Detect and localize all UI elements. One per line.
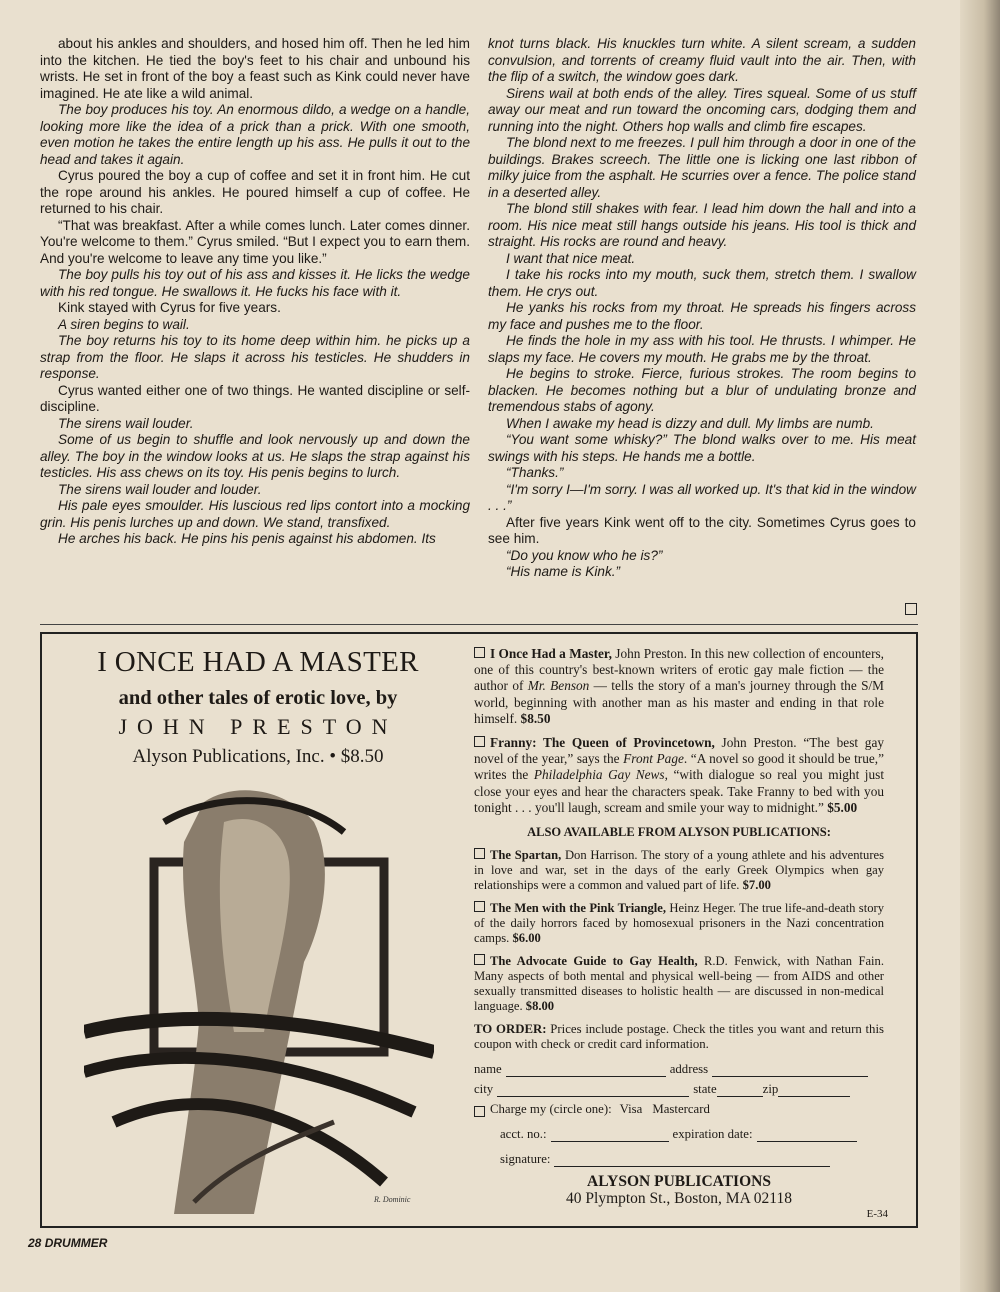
book-title: The Men with the Pink Triangle,: [490, 901, 667, 916]
also-available-heading: ALSO AVAILABLE FROM ALYSON PUBLICATIONS:: [527, 825, 831, 840]
checkbox-advocate-guide[interactable]: [474, 954, 485, 965]
address-field[interactable]: [712, 1064, 868, 1077]
book-reference: Philadelphia Gay News: [533, 767, 665, 783]
article-paragraph: “Do you know who he is?”: [506, 547, 663, 563]
article-paragraph: “You want some whisky?” The blond walks over to me. His meat swings with his steps. He hands me a bottle.: [488, 432, 916, 464]
expiration-field[interactable]: [757, 1129, 857, 1142]
article-paragraph: The boy returns his toy to its home deep within him. he picks up a strap from the floor. He slaps it across his testicles. He shudders in response.: [40, 333, 470, 381]
ad-publisher-price: Alyson Publications, Inc. • $8.50: [132, 746, 384, 767]
book-price: $5.00: [827, 799, 858, 815]
page-number: 28: [28, 1236, 42, 1250]
book-description: , “with dialogue so real you might just close your eyes and hear the characters speak. Take Franny to bed with you tonight . . . you'll laugh, scream and smile your way to midnight.”: [474, 767, 885, 815]
book-description: Don Harrison. The story of a young athlete and his adventures in love and war, set in the days of the early Greek Olympics when gay relationships were a common and valued part of life.: [474, 848, 884, 893]
article-paragraph: “That was breakfast. After a while comes lunch. Later comes dinner. You're welcome to them.” Cyrus smiled. “But I expect you to earn them. And you're welcome to leave any time you like.”: [40, 217, 470, 266]
book-advertisement: [40, 632, 918, 1228]
publisher-name: ALYSON PUBLICATIONS: [587, 1173, 771, 1191]
article-paragraph: knot turns black. His knuckles turn white. A silent scream, a sudden convulsion, and torrents of creamy fluid vault into the air. Then, with the flip of a switch, the window goes dark.: [488, 36, 916, 84]
book-description: . “A novel so good it should be true,” writes the: [474, 751, 884, 783]
article-left-column: [40, 36, 470, 548]
expiration-label: expiration date:: [672, 1127, 753, 1142]
article-paragraph: Some of us begin to shuffle and look nervously up and down the alley. The boy in the window looks at us. He slaps the strap against his testicles. His ass chews on its toy. His penis begins to lurch.: [40, 432, 470, 480]
book-title: The Advocate Guide to Gay Health,: [490, 954, 698, 969]
page-gutter-shadow: [960, 0, 1000, 1292]
book-reference: Front Page: [623, 751, 684, 767]
article-right-column: [488, 36, 916, 581]
book-description: John Preston. In this new collection of encounters, one of this country's best-known writers of erotic gay male fiction — the author of: [474, 646, 884, 694]
article-paragraph: Cyrus poured the boy a cup of coffee and set it in front him. He cut the rope around his ankles. He poured himself a cup of coffee. He returned to his chair.: [40, 168, 470, 216]
visa-option[interactable]: Visa: [619, 1102, 643, 1117]
checkbox-franny[interactable]: [474, 736, 485, 747]
book-price: $7.00: [742, 878, 771, 893]
article-paragraph: He begins to stroke. Fierce, furious strokes. The room begins to blacken. He becomes nothing but a blur of undulating bronze and tremendous stabs of agony.: [488, 366, 916, 414]
checkbox-i-once-had-a-master[interactable]: [474, 647, 485, 658]
book-entry-gay-health: [474, 954, 884, 1014]
name-label: name: [474, 1062, 502, 1077]
article-paragraph: The sirens wail louder and louder.: [58, 481, 262, 497]
illustration-bound-man: [84, 782, 434, 1214]
book-description: — tells the story of a man's journey through the S/M world, beginning with another man as his master and ending in that role himself.: [474, 678, 884, 726]
address-label: address: [669, 1062, 709, 1077]
book-price: $8.00: [525, 999, 555, 1014]
article-paragraph: I take his rocks into my mouth, suck them, stretch them. I swallow them. He crys out.: [488, 267, 916, 299]
order-text: Prices include postage. Check the titles you want and return this coupon with check or credit card information.: [474, 1022, 884, 1052]
divider-rule: [40, 624, 918, 625]
article-paragraph: The boy produces his toy. An enormous dildo, a wedge on a handle, looking more like the idea of a prick than a prick. With one smooth, even motion he takes the entire length up his ass. He pulls it out to the head and takes it again.: [40, 102, 470, 167]
page-footer: [28, 1236, 107, 1250]
ad-headline-panel: [56, 642, 460, 1218]
article-paragraph: After five years Kink went off to the city. Sometimes Cyrus goes to see him.: [488, 514, 916, 546]
book-reference: Mr. Benson: [527, 678, 590, 694]
book-price: $8.50: [520, 710, 551, 726]
book-description: Heinz Heger. The true life-and-death story of the daily horrors faced by homosexual prisoners in the Nazi concentration camps.: [474, 901, 884, 946]
account-number-label: acct. no.:: [500, 1127, 547, 1142]
order-instructions: [474, 1022, 884, 1052]
ad-order-panel: [474, 646, 884, 1207]
book-title: I Once Had a Master,: [490, 646, 612, 661]
publisher-address: 40 Plympton St., Boston, MA 02118: [566, 1190, 792, 1208]
book-entry-franny: [474, 735, 884, 816]
magazine-name: DRUMMER: [44, 1236, 108, 1250]
account-number-field[interactable]: [551, 1129, 669, 1142]
article-paragraph: He arches his back. He pins his penis against his abdomen. Its: [58, 531, 436, 546]
book-price: $6.00: [512, 931, 541, 946]
article-paragraph: The sirens wail louder.: [58, 415, 194, 431]
article-paragraph: When I awake my head is dizzy and dull. My limbs are numb.: [506, 415, 874, 431]
ad-title: I ONCE HAD A MASTER: [97, 646, 419, 678]
order-form: [474, 1060, 884, 1167]
ad-subtitle: and other tales of erotic love, by: [118, 687, 398, 709]
book-entry-master: [474, 646, 884, 727]
article-paragraph: He yanks his rocks from my throat. He spreads his fingers across my face and pushes me to the floor.: [488, 300, 916, 332]
book-entry-spartan: [474, 848, 884, 893]
article-paragraph: “I'm sorry I—I'm sorry. I was all worked up. It's that kid in the window . . .”: [488, 481, 916, 513]
checkbox-the-spartan[interactable]: [474, 848, 485, 859]
zip-field[interactable]: [778, 1084, 850, 1097]
book-description: John Preston. “The best gay novel of the year,” says the: [474, 735, 884, 767]
book-entry-pink-triangle: [474, 901, 884, 946]
state-label: state: [693, 1082, 717, 1097]
article-paragraph: The blond still shakes with fear. I lead him down the hall and into a room. His nice meat still hangs outside his jeans. His tool is thick and straight. His rocks are round and heavy.: [488, 201, 916, 249]
article-paragraph: He finds the hole in my ass with his tool. He thrusts. I whimper. He slaps my face. He covers my mouth. He grabs me by the throat.: [488, 333, 916, 365]
ad-author: JOHN PRESTON: [118, 714, 398, 739]
state-field[interactable]: [717, 1084, 763, 1097]
article-paragraph: A siren begins to wail.: [58, 316, 190, 332]
end-of-story-mark: [905, 603, 917, 615]
publisher-block: [474, 1173, 884, 1207]
article-paragraph: I want that nice meat.: [506, 250, 636, 266]
book-title: Franny: The Queen of Provincetown,: [490, 735, 715, 751]
checkbox-men-with-pink-triangle[interactable]: [474, 901, 485, 912]
article-paragraph: Cyrus wanted either one of two things. He wanted discipline or self-discipline.: [40, 382, 470, 414]
article-paragraph: “Thanks.”: [506, 465, 564, 480]
name-field[interactable]: [506, 1064, 666, 1077]
article-paragraph: His pale eyes smoulder. His luscious red lips contort into a mocking grin. His penis lurches up and down. We stand, transfixed.: [40, 498, 470, 530]
city-field[interactable]: [497, 1084, 689, 1097]
checkbox-charge[interactable]: [474, 1106, 485, 1117]
ad-code: E-34: [866, 1208, 888, 1220]
city-label: city: [474, 1082, 494, 1097]
article-paragraph: “His name is Kink.”: [506, 564, 621, 579]
book-description: R.D. Fenwick, with Nathan Fain. Many aspects of both mental and physical well-being — from AIDS and other sexually transmitted diseases to holistic health — are discussed in non-medical language.: [474, 954, 884, 1014]
order-label: TO ORDER:: [474, 1022, 547, 1037]
article-paragraph: The boy pulls his toy out of his ass and kisses it. He licks the wedge with his red tongue. He swallows it. He fucks his face with it.: [40, 267, 470, 299]
mastercard-option[interactable]: Mastercard: [652, 1102, 710, 1117]
article-paragraph: Kink stayed with Cyrus for five years.: [58, 300, 281, 315]
article-paragraph: The blond next to me freezes. I pull him through a door in one of the buildings. Brakes screech. The little one is licking one last ribbon of milky juice from the asphalt. He scurries over a fence. The police stand in a deserted alley.: [488, 135, 916, 200]
charge-label: Charge my (circle one):: [490, 1102, 612, 1117]
signature-label: signature:: [500, 1152, 551, 1167]
book-title: The Spartan,: [490, 848, 562, 863]
signature-field[interactable]: [554, 1154, 830, 1167]
article-paragraph: about his ankles and shoulders, and hosed him off. Then he led him into the kitchen. He tied the boy's feet to his chair and unbound his wrists. He set in front of the boy a feast such as Kink could never have imagined. He ate like a wild animal.: [40, 36, 470, 101]
zip-label: zip: [762, 1082, 779, 1097]
article-paragraph: Sirens wail at both ends of the alley. Tires squeal. Some of us stuff away our meat and run toward the oncoming cars, dodging them and running into the night. Others hop walls and climb fire escapes.: [488, 85, 916, 134]
illustration-signature: R. Dominic: [374, 1195, 411, 1204]
